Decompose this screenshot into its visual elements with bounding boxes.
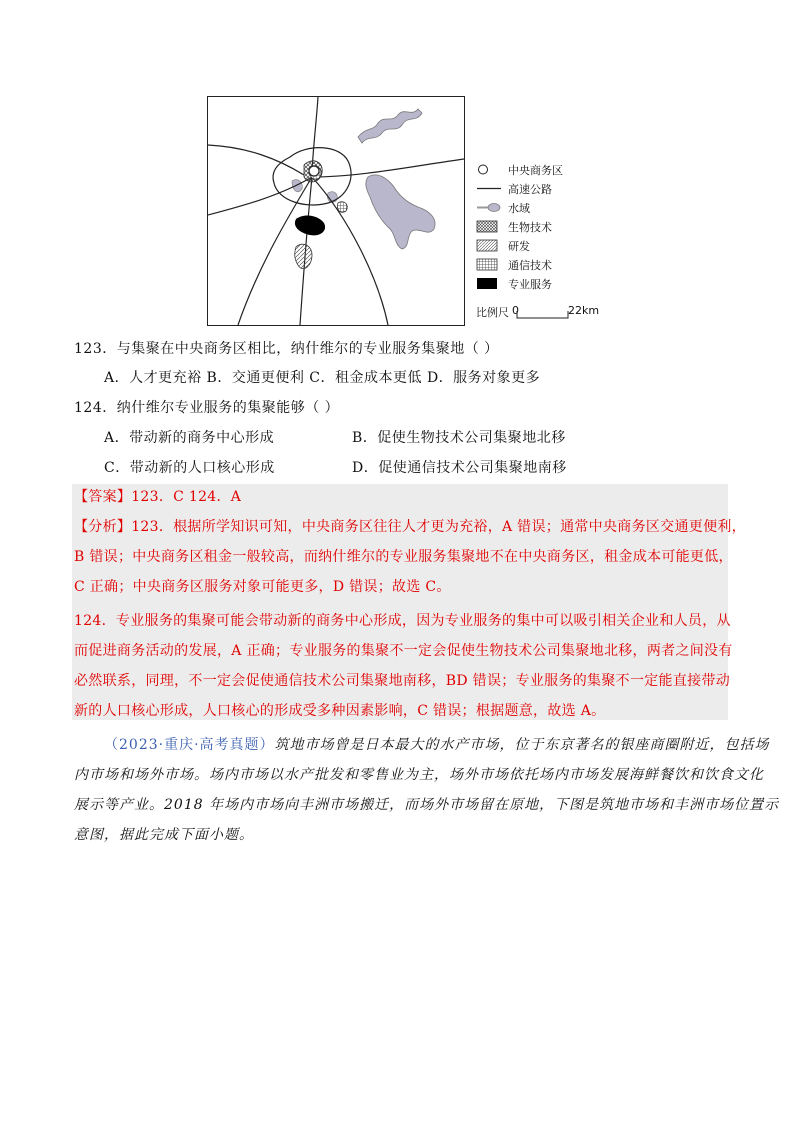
legend-item xyxy=(476,255,616,274)
analysis-line: 124．专业服务的集聚可能会带动新的商务中心形成，因为专业服务的集中可以吸引相关企业和人员，从 xyxy=(74,613,731,629)
line-icon xyxy=(476,182,502,195)
legend-item xyxy=(476,160,616,179)
legend-label: 水域 xyxy=(508,201,530,215)
legend-item xyxy=(476,179,616,198)
scale-label: 比例尺 xyxy=(476,306,509,319)
analysis-line: 【分析】123．根据所学知识可知，中央商务区往往人才更为充裕，A 错误；通常中央商务区交通更便利， xyxy=(74,519,746,535)
analysis-line: B 错误；中央商务区租金一般较高，而纳什维尔的专业服务集聚地不在中央商务区，租金成本可能更低， xyxy=(74,549,733,565)
passage-line: 展示等产业。2018 年场内市场向丰洲市场搬迁，而场外市场留在原地，下图是筑地市场和丰洲市场位置示 xyxy=(74,797,780,813)
question-123-stem: 123．与集聚在中央商务区相比，纳什维尔的专业服务集聚地（ ） xyxy=(74,341,499,357)
question-124-option-c: C．带动新的人口核心形成 xyxy=(104,460,275,476)
cbd-circle xyxy=(309,166,319,176)
water-icon xyxy=(476,201,502,214)
research-area xyxy=(295,244,312,268)
passage-line: 内市场和场外市场。场内市场以水产批发和零售业为主，场外市场依托场内市场发展海鲜餐饮和饮食文化 xyxy=(74,767,764,783)
question-124-option-d: D．促使通信技术公司集聚地南移 xyxy=(352,460,567,476)
circle-icon xyxy=(476,163,502,176)
legend-label: 生物技术 xyxy=(508,220,552,234)
crosshatch-icon xyxy=(476,220,502,233)
scale-distance: 22km xyxy=(568,304,600,317)
answer-line: 【答案】123．C 124．A xyxy=(74,489,242,505)
analysis-line: C 正确；中央商务区服务对象可能更多，D 错误；故选 C。 xyxy=(74,579,451,595)
scale-bar xyxy=(516,310,570,320)
legend-label: 高速公路 xyxy=(508,182,552,196)
analysis-line: 而促进商务活动的发展，A 正确；专业服务的集聚不一定会促使生物技术公司集聚地北移，两者之间没有 xyxy=(74,643,733,659)
legend-item xyxy=(476,198,616,217)
question-123-options: A．人才更充裕 B．交通更便利 C．租金成本更低 D．服务对象更多 xyxy=(104,370,541,386)
legend-label: 研发 xyxy=(508,239,530,253)
question-124-stem: 124．纳什维尔专业服务的集聚能够（ ） xyxy=(74,400,340,416)
solid-fill-icon xyxy=(476,277,502,290)
legend-item xyxy=(476,274,616,293)
analysis-line: 新的人口核心形成，人口核心的形成受多种因素影响，C 错误；根据题意，故选 A。 xyxy=(74,703,606,719)
passage-line xyxy=(104,734,770,754)
diagonal-hatch-icon xyxy=(476,239,502,252)
passage-source: （2023·重庆·高考真题） xyxy=(104,737,275,753)
services-area xyxy=(295,216,325,236)
grid-icon xyxy=(476,258,502,271)
passage-text: 筑地市场曾是日本最大的水产市场，位于东京著名的银座商圈附近，包括场 xyxy=(274,737,770,753)
map-legend xyxy=(476,160,616,293)
map-drawing xyxy=(208,97,464,325)
legend-label: 通信技术 xyxy=(508,258,552,272)
lake-shape xyxy=(366,175,435,249)
question-124-option-a: A．带动新的商务中心形成 xyxy=(104,430,275,446)
question-124-option-b: B．促使生物技术公司集聚地北移 xyxy=(352,430,566,446)
map-scale xyxy=(476,304,600,320)
river-shape xyxy=(358,109,422,143)
legend-item xyxy=(476,217,616,236)
legend-label: 中央商务区 xyxy=(508,163,563,177)
legend-label: 专业服务 xyxy=(508,277,552,291)
passage-line: 意图，据此完成下面小题。 xyxy=(74,827,254,843)
analysis-line: 必然联系，同理，不一定会促使通信技术公司集聚地南移，BD 错误；专业服务的集聚不一定能直接带动 xyxy=(74,673,731,689)
legend-item xyxy=(476,236,616,255)
map-figure xyxy=(207,96,465,326)
scale-zero: 0 xyxy=(512,304,519,317)
